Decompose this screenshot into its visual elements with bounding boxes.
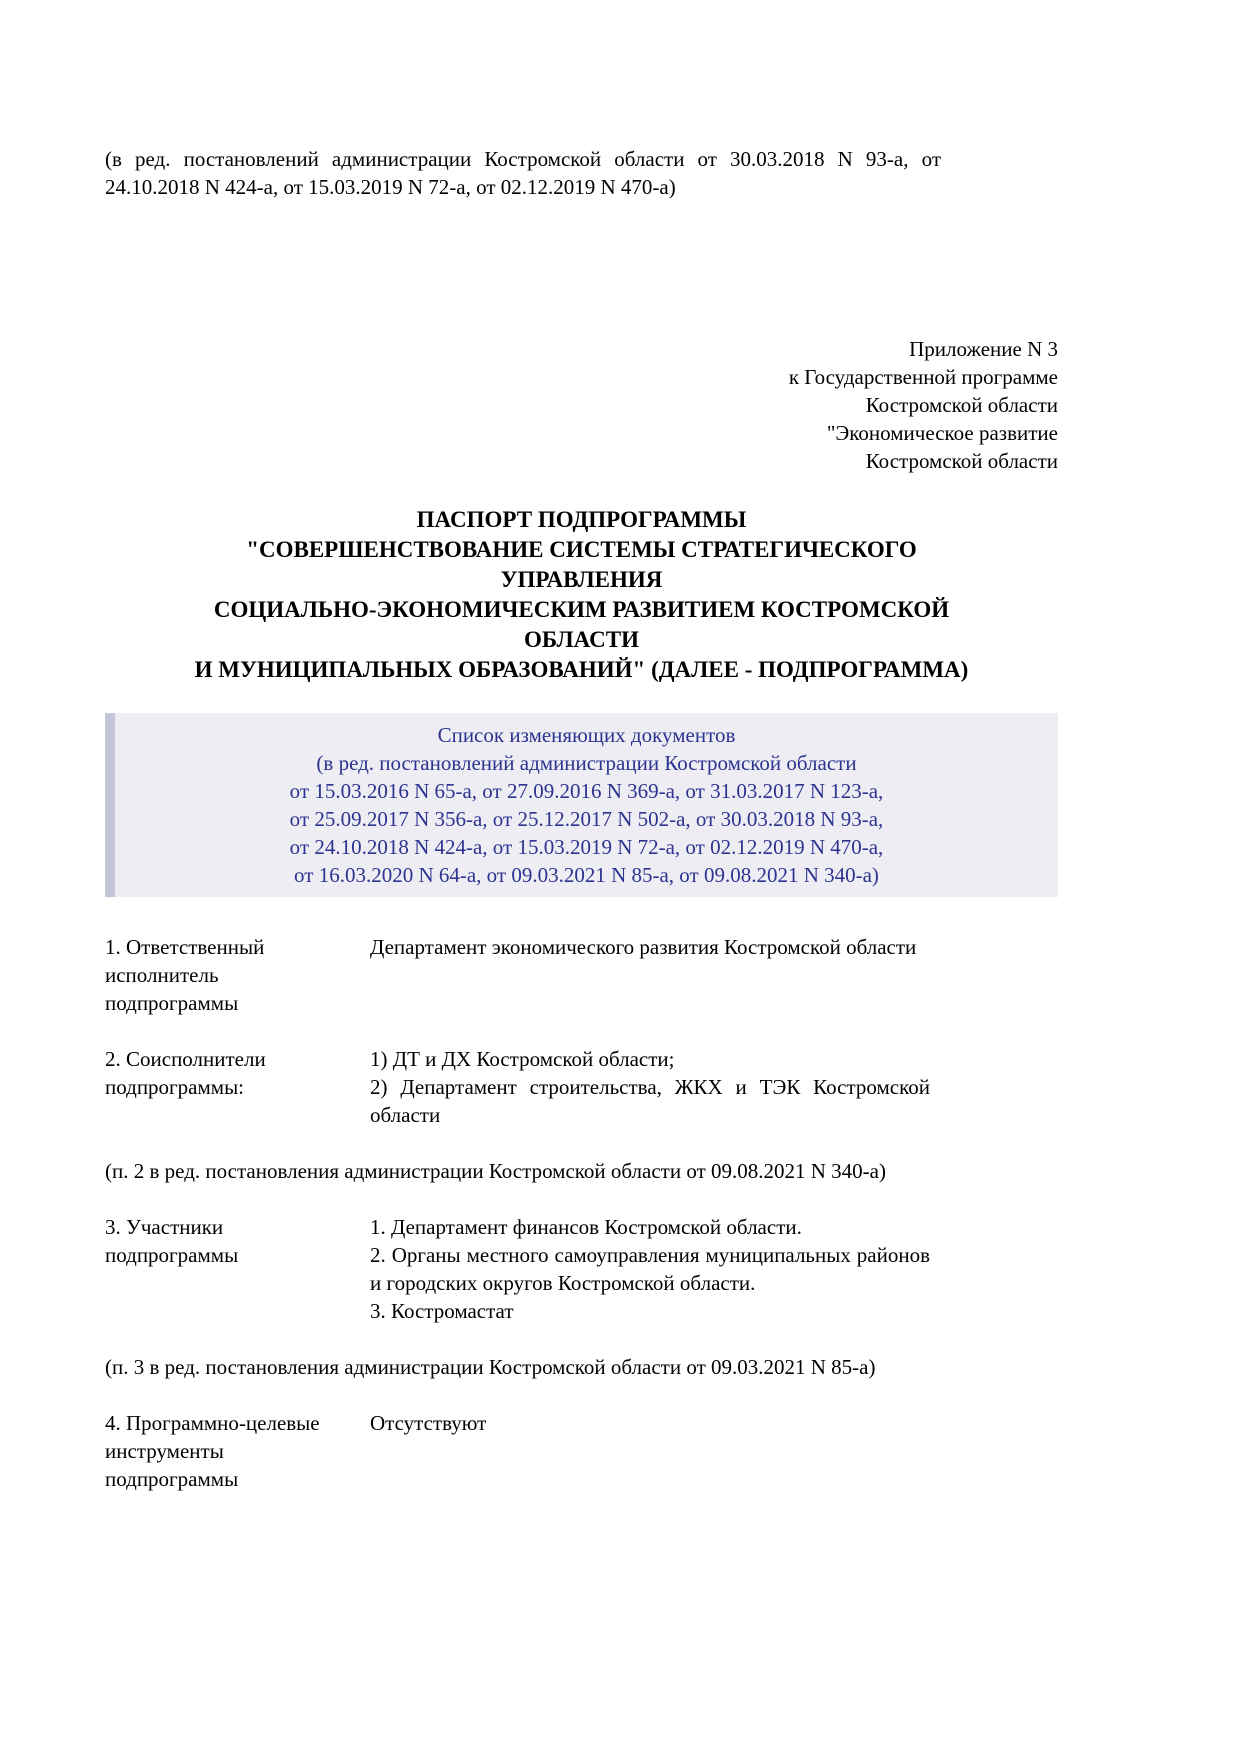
amendments-box-line: от 15.03.2016 N 65-а, от 27.09.2016 N 369-а, от 31.03.2017 N 123-а,	[289, 779, 884, 803]
amendments-box-line: от 25.09.2017 N 356-а, от 25.12.2017 N 502-а, от 30.03.2018 N 93-а,	[289, 807, 884, 831]
amendments-box-line: от 16.03.2020 N 64-а, от 09.03.2021 N 85-а, от 09.08.2021 N 340-а)	[294, 863, 879, 887]
amendments-box-content	[115, 713, 1058, 897]
amendments-box	[105, 713, 1058, 897]
document-title-line: ОБЛАСТИ	[524, 627, 639, 652]
amendment-note-p3: (п. 3 в ред. постановления администрации Костромской области от 09.03.2021 N 85-а)	[105, 1355, 876, 1379]
row-value-item: Отсутствуют	[370, 1411, 487, 1435]
amendments-box-line: от 24.10.2018 N 424-а, от 15.03.2019 N 72-а, от 02.12.2019 N 470-а,	[289, 835, 884, 859]
passport-table	[105, 933, 1058, 1493]
row-label: 3. Участники подпрограммы	[105, 1215, 239, 1267]
appendix-line: "Экономическое развитие	[826, 421, 1058, 445]
row-value	[370, 1213, 930, 1325]
amendment-note-p2: (п. 2 в ред. постановления администрации Костромской области от 09.08.2021 N 340-а)	[105, 1159, 886, 1183]
row-value	[370, 933, 930, 1017]
row-label: 1. Ответственный исполнитель подпрограммы	[105, 935, 265, 1015]
row-label: 2. Соисполнители подпрограммы:	[105, 1047, 266, 1099]
appendix-line: Костромской области	[865, 393, 1058, 417]
amendments-box-line: Список изменяющих документов	[437, 723, 736, 747]
row-label: 4. Программно-целевые инструменты подпрограммы	[105, 1411, 320, 1491]
appendix-line: Приложение N 3	[909, 337, 1058, 361]
row-value-item: 1) ДТ и ДХ Костромской области;	[370, 1047, 675, 1071]
row-value-item: 2. Органы местного самоуправления муниципальных районов и городских округов Костромской области.	[370, 1243, 930, 1295]
top-amendment-note: (в ред. постановлений администрации Костромской области от 30.03.2018 N 93-а, от 24.10.2018 N 424-а, от 15.03.2019 N 72-а, от 02.12.2019 N 470-а)	[105, 147, 941, 199]
passport-row-responsible-executor	[105, 933, 930, 1017]
row-value-item: 1. Департамент финансов Костромской области.	[370, 1215, 802, 1239]
document-title-line: "СОВЕРШЕНСТВОВАНИЕ СИСТЕМЫ СТРАТЕГИЧЕСКОГО	[246, 537, 917, 562]
document-title-line: ПАСПОРТ ПОДПРОГРАММЫ	[416, 507, 747, 532]
row-value-item: Департамент экономического развития Костромской области	[370, 935, 917, 959]
document-page	[105, 0, 1058, 1493]
document-title-line: СОЦИАЛЬНО-ЭКОНОМИЧЕСКИМ РАЗВИТИЕМ КОСТРОМСКОЙ	[213, 597, 950, 622]
document-title-line: УПРАВЛЕНИЯ	[500, 567, 663, 592]
appendix-line: к Государственной программе	[788, 365, 1058, 389]
appendix-line: Костромской области	[865, 449, 1058, 473]
row-value-item: 2) Департамент строительства, ЖКХ и ТЭК Костромской области	[370, 1075, 930, 1127]
row-value	[370, 1045, 930, 1129]
document-title	[105, 505, 1058, 685]
passport-row-program-target-instruments	[105, 1409, 930, 1493]
appendix-block	[105, 335, 1058, 475]
amendments-box-left-bar	[105, 713, 115, 897]
document-title-line: И МУНИЦИПАЛЬНЫХ ОБРАЗОВАНИЙ" (ДАЛЕЕ - ПОДПРОГРАММА)	[194, 657, 969, 682]
passport-row-co-executors	[105, 1045, 930, 1129]
passport-row-participants	[105, 1213, 930, 1325]
row-value-item: 3. Костромастат	[370, 1299, 514, 1323]
amendments-box-line: (в ред. постановлений администрации Костромской области	[316, 751, 857, 775]
row-value	[370, 1409, 930, 1493]
